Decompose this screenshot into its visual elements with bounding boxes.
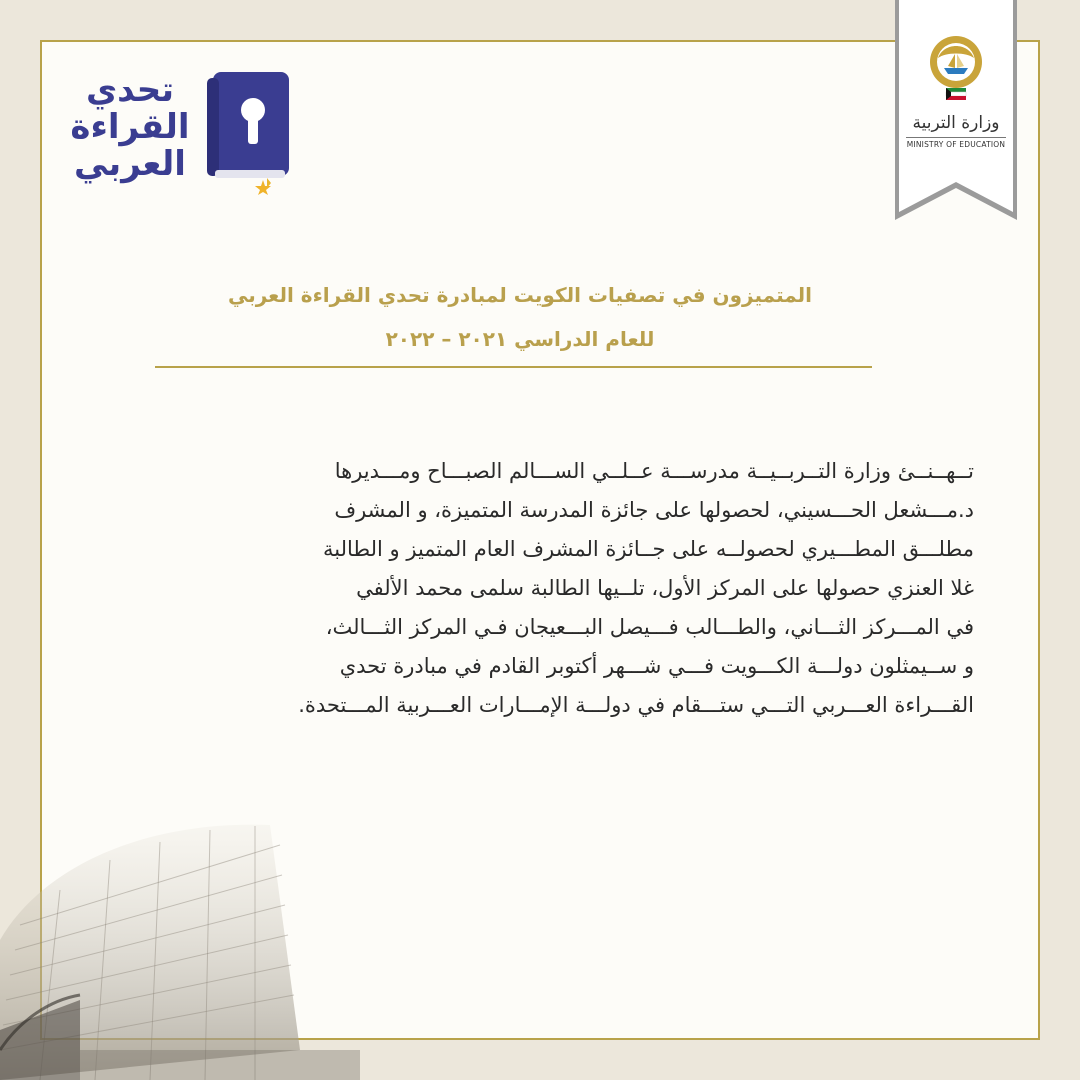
ministry-name-arabic: وزارة التربية (912, 113, 1000, 133)
body-line: تــهــنــئ وزارة التــربــيــة مدرســـة عــلــي الســـالم الصبـــاح ومـــديرها (334, 459, 974, 483)
ministry-name-english: MINISTRY OF EDUCATION (906, 140, 1006, 149)
body-line: مطلـــق المطـــيري لحصولــه على جــائزة المشرف العام المتميز و الطالبة (323, 537, 974, 561)
title-underline (155, 366, 872, 368)
challenge-logo-line: القراءة (70, 107, 190, 147)
book-keyhole-icon (205, 70, 295, 195)
challenge-logo-line: العربي (74, 144, 186, 184)
arab-reading-challenge-logo (60, 72, 200, 183)
body-line: غلا العنزي حصولها على المركز الأول، تلــيها الطالبة سلمى محمد الألفي (356, 576, 974, 600)
announcement-body (112, 452, 974, 725)
challenge-logo-line: تحدي (85, 70, 175, 110)
body-line: و ســيمثلون دولـــة الكـــويت فـــي شـــهر أكتوبر القادم في مبادرة تحدي (339, 654, 974, 678)
body-line: د.مـــشعل الحـــسيني، لحصولها على جائزة المدرسة المتميزة، و المشرف (334, 498, 974, 522)
document-subtitle: للعام الدراسي ٢٠٢١ – ٢٠٢٢ (385, 327, 655, 351)
kuwait-emblem-icon (920, 32, 992, 112)
body-line: في المـــركز الثـــاني، والطـــالب فـــيصل البـــعيجان فـي المركز الثـــالث، (325, 615, 974, 639)
body-line: القـــراءة العـــربي التـــي ستـــقام في دولـــة الإمـــارات العـــربية المـــتحدة. (298, 693, 974, 717)
ministry-divider (906, 137, 1006, 138)
building-image (0, 750, 360, 1080)
document-title: المتميزون في تصفيات الكويت لمبادرة تحدي القراءة العربي (227, 283, 813, 307)
